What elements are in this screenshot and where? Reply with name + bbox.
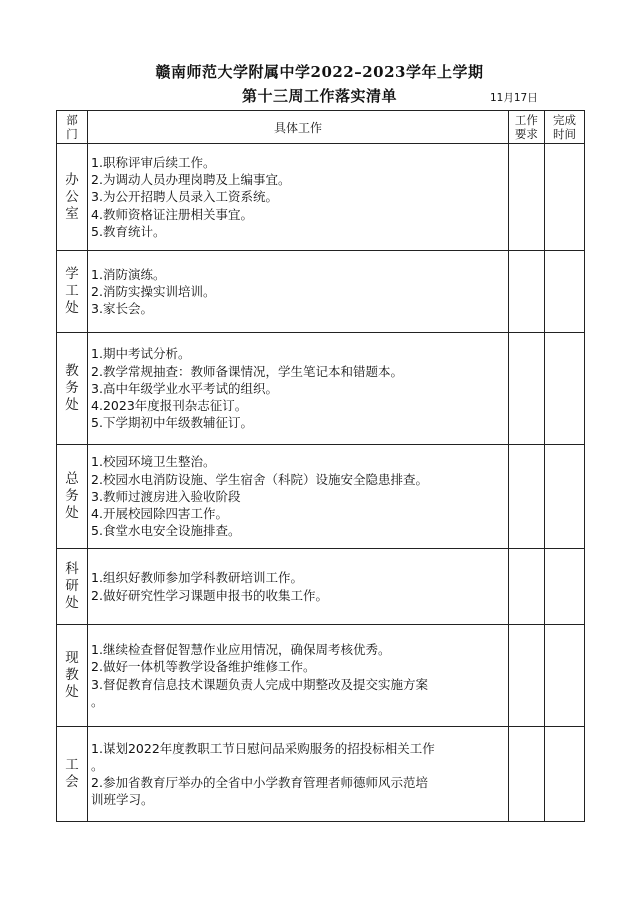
table-row: [57, 445, 585, 549]
list-item: 3.家长会。: [91, 301, 153, 317]
list-item: 5.食堂水电安全设施排查。: [91, 523, 241, 539]
list-item: 4.2023年度报刊杂志征订。: [91, 398, 248, 414]
list-item: 1.谋划2022年度教职工节日慰问品采购服务的招投标相关工作: [91, 740, 435, 756]
completion-cell: [544, 144, 584, 251]
document-title: 赣南师范大学附属中学2022–2023学年上学期: [155, 63, 484, 81]
list-item: 2.教学常规抽查：教师备课情况，学生笔记本和错题本。: [91, 363, 403, 379]
document-subtitle: 第十三周工作落实清单: [241, 87, 397, 105]
requirement-cell: [508, 445, 544, 549]
department-modern-education: 现 教 处: [57, 625, 88, 727]
list-item: 4.教师资格证注册相关事宜。: [91, 206, 253, 222]
header-department: 部 门: [57, 111, 88, 144]
completion-cell: [544, 727, 584, 822]
list-item: 1.组织好教师参加学科教研培训工作。: [91, 570, 303, 586]
department-office: 办 公 室: [57, 144, 88, 251]
work-items: [88, 727, 509, 822]
table-row: [57, 625, 585, 727]
department-academic-affairs: 教 务 处: [57, 333, 88, 445]
table-row: [57, 727, 585, 822]
list-item: 训班学习。: [91, 792, 154, 808]
requirement-cell: [508, 727, 544, 822]
list-item: 。: [91, 757, 104, 773]
completion-cell: [544, 549, 584, 625]
requirement-cell: [508, 625, 544, 727]
list-item: 2.为调动人员办理岗聘及上编事宜。: [91, 172, 291, 188]
list-item: 3.高中年级学业水平考试的组织。: [91, 380, 278, 396]
header-completion-time: 完成 时间: [544, 111, 584, 144]
list-item: 4.开展校园除四害工作。: [91, 506, 228, 522]
header-row: [57, 111, 585, 144]
list-item: 2.消防实操实训培训。: [91, 283, 216, 299]
department-general-affairs: 总 务 处: [57, 445, 88, 549]
list-item: 3.为公开招聘人员录入工资系统。: [91, 189, 278, 205]
requirement-cell: [508, 549, 544, 625]
list-item: 1.职称评审后续工作。: [91, 154, 216, 170]
completion-cell: [544, 251, 584, 333]
requirement-cell: [508, 144, 544, 251]
work-items: [88, 549, 509, 625]
list-item: 。: [91, 693, 104, 709]
list-item: 3.督促教育信息技术课题负责人完成中期整改及提交实施方案: [91, 676, 428, 692]
list-item: 1.期中考试分析。: [91, 346, 191, 362]
list-item: 2.参加省教育厅举办的全省中小学教育管理者师德师风示范培: [91, 775, 428, 790]
requirement-cell: [508, 333, 544, 445]
work-items: [88, 144, 509, 251]
department-union: 工 会: [57, 727, 88, 822]
list-item: 5.教育统计。: [91, 223, 166, 239]
list-item: 1.继续检查督促智慧作业应用情况，确保周考核优秀。: [91, 642, 391, 658]
list-item: 1.消防演练。: [91, 266, 166, 282]
work-items: [88, 625, 509, 727]
list-item: 2.做好研究性学习课题申报书的收集工作。: [91, 587, 328, 603]
work-items: [88, 333, 509, 445]
table-row: [57, 549, 585, 625]
work-items: [88, 445, 509, 549]
completion-cell: [544, 625, 584, 727]
work-checklist-table: [56, 110, 585, 822]
list-item: 5.下学期初中年级教辅征订。: [91, 415, 253, 431]
table-row: [57, 144, 585, 251]
requirement-cell: [508, 251, 544, 333]
completion-cell: [544, 445, 584, 549]
document-date: 11月17日: [490, 92, 538, 104]
list-item: 2.做好一体机等教学设备维护维修工作。: [91, 659, 316, 675]
list-item: 3.教师过渡房进入验收阶段: [91, 488, 241, 504]
work-items: [88, 251, 509, 333]
list-item: 2.校园水电消防设施、学生宿舍（科院）设施安全隐患排查。: [91, 471, 428, 487]
header-requirement: 工作 要求: [508, 111, 544, 144]
department-student-affairs: 学 工 处: [57, 251, 88, 333]
header-work: 具体工作: [88, 111, 509, 144]
list-item: 1.校园环境卫生整治。: [91, 454, 216, 470]
completion-cell: [544, 333, 584, 445]
table-row: [57, 251, 585, 333]
table-row: [57, 333, 585, 445]
department-research: 科 研 处: [57, 549, 88, 625]
